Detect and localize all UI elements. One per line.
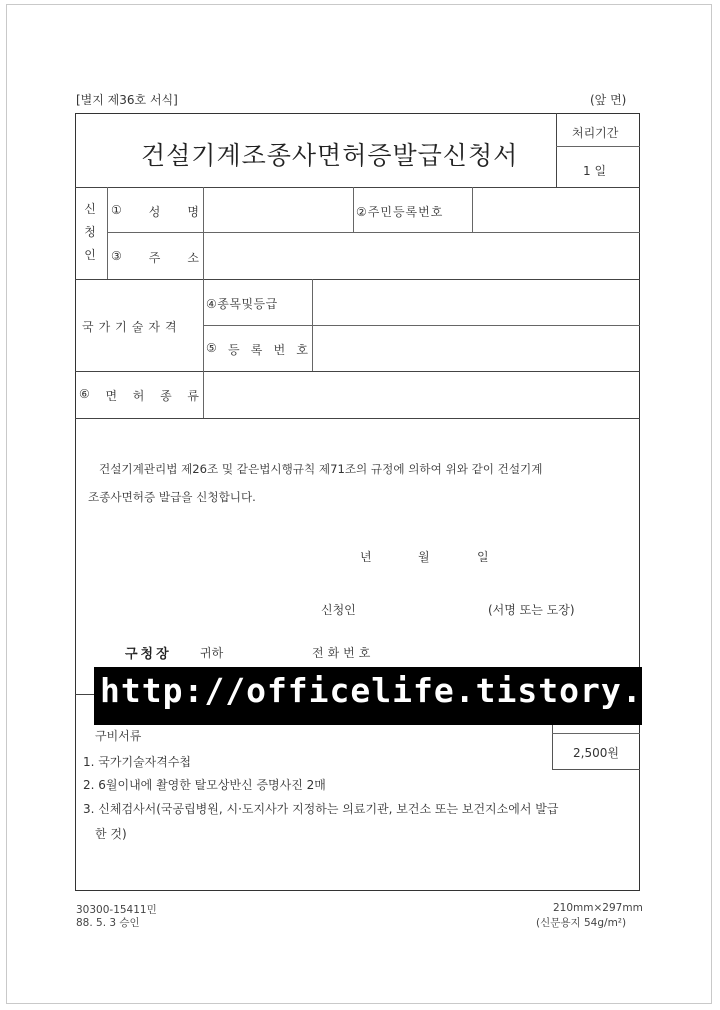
- applicant-char-3: 인: [84, 248, 96, 262]
- honorific: 귀하: [200, 646, 224, 660]
- row-line-6: [75, 418, 640, 419]
- paper-size: 210mm×297mm: [553, 902, 643, 914]
- license-num: ⑥: [79, 387, 90, 401]
- addressee: 구청장: [125, 647, 172, 662]
- name-num: ①: [111, 203, 122, 217]
- form-code: 30300-15411민: [76, 904, 157, 916]
- rrn-field[interactable]: [473, 188, 639, 231]
- address-label: [111, 249, 199, 266]
- page-side: (앞 면): [590, 93, 627, 107]
- watermark-text: http://officelife.tistory.com: [100, 671, 706, 710]
- processing-period-value: 1 일: [583, 164, 607, 178]
- applicant-group-label: [82, 200, 98, 263]
- address-char-2: 소: [187, 251, 199, 265]
- applicant-char-1: 신: [84, 202, 96, 216]
- name-label: [111, 203, 199, 220]
- reg-char-4: 호: [296, 343, 308, 357]
- fee-value: 2,500원: [573, 746, 619, 760]
- name-field[interactable]: [204, 188, 352, 231]
- col-rrn-left: [353, 187, 354, 232]
- form-title: 건설기계조종사면허증발급신청서: [141, 141, 519, 170]
- reg-char-1: 등: [227, 343, 240, 357]
- license-char-2: 허: [132, 389, 145, 403]
- processing-mid-line: [556, 146, 640, 147]
- document-item-3-cont: 한 것): [95, 827, 127, 841]
- license-char-1: 면: [105, 389, 118, 403]
- declaration-line-2: 조종사면허증 발급을 신청합니다.: [88, 490, 256, 504]
- phone-label: 전화번호: [312, 646, 375, 660]
- applicant-char-2: 청: [84, 225, 96, 239]
- documents-heading: 구비서류: [95, 729, 142, 743]
- rrn-label: ②주민등록번호: [356, 205, 444, 219]
- type-grade-label: ④종목및등급: [206, 297, 278, 311]
- type-grade-field[interactable]: [313, 280, 639, 324]
- license-type-label: [79, 387, 199, 404]
- license-char-4: 류: [187, 389, 199, 403]
- applicant-sign-label: 신청인: [321, 603, 356, 617]
- processing-divider: [556, 113, 557, 187]
- paper-type: (신문용지 54g/m²): [536, 917, 627, 929]
- address-char-1: 주: [148, 251, 161, 265]
- license-type-field[interactable]: [204, 372, 639, 417]
- address-field[interactable]: [204, 233, 639, 278]
- registration-no-field[interactable]: [313, 326, 639, 370]
- fee-box-mid-line: [552, 733, 640, 734]
- date-day: 일: [477, 550, 489, 564]
- document-item-2: 2. 6월이내에 촬영한 탈모상반신 증명사진 2매: [83, 778, 326, 792]
- approval-date: 88. 5. 3 승인: [76, 917, 140, 929]
- address-num: ③: [111, 249, 122, 263]
- reg-char-2: 록: [250, 343, 263, 357]
- reg-char-3: 번: [273, 343, 286, 357]
- col-applicant-divider: [107, 187, 108, 279]
- name-char-2: 명: [187, 205, 199, 219]
- registration-no-label: [206, 341, 308, 358]
- qualification-label: 국가기술자격: [82, 320, 182, 334]
- date-month: 월: [418, 550, 430, 564]
- name-char-1: 성: [148, 205, 161, 219]
- processing-period-label: 처리기간: [572, 126, 619, 140]
- declaration-line-1: 건설기계관리법 제26조 및 같은법시행규칙 제71조의 규정에 의하여 위와 같이 건설기계: [99, 462, 543, 476]
- signature-note: (서명 또는 도장): [488, 603, 575, 617]
- date-year: 년: [360, 550, 372, 564]
- license-char-3: 종: [160, 389, 172, 403]
- document-item-1: 1. 국가기술자격수첩: [83, 755, 192, 769]
- reg-num: ⑤: [206, 341, 217, 355]
- form-number: [별지 제36호 서식]: [76, 93, 178, 107]
- document-item-3: 3. 신체검사서(국공립병원, 시·도지사가 지정하는 의료기관, 보건소 또는 보건지소에서 발급: [83, 802, 559, 816]
